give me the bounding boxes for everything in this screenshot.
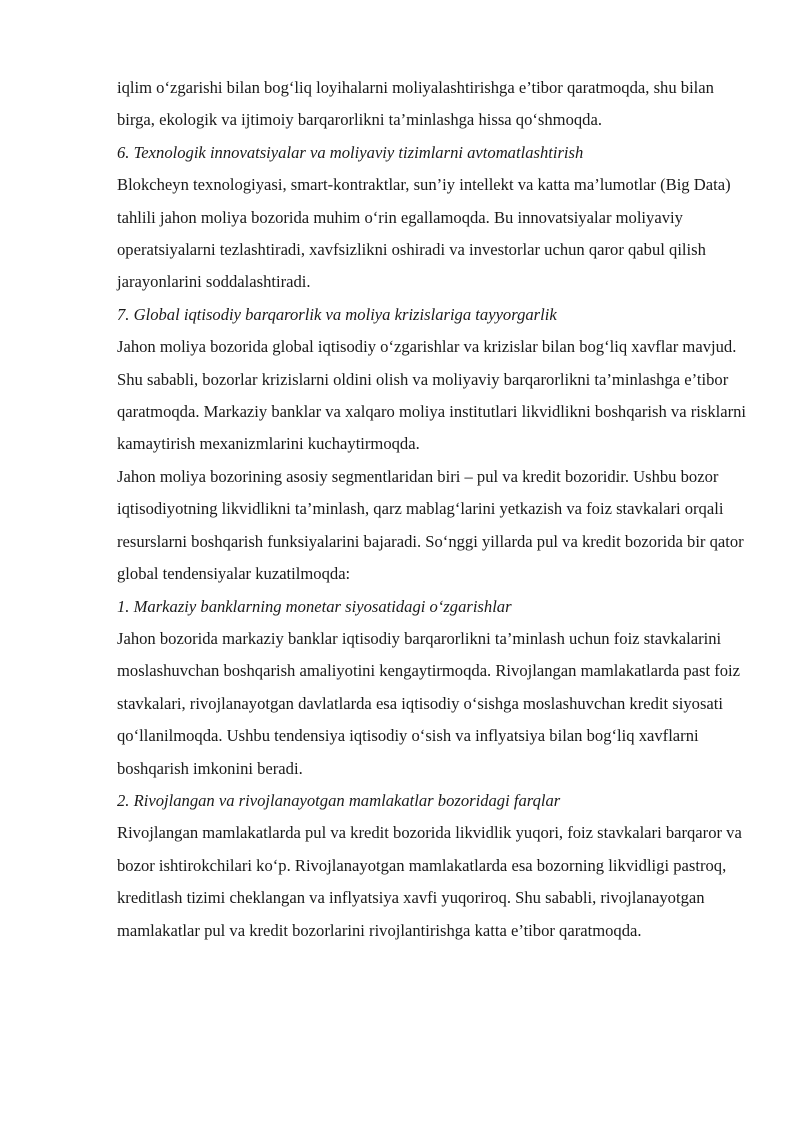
paragraph-money-credit-market: Jahon moliya bozorining asosiy segmentlaridan biri – pul va kredit bozoridir. Ushbu bozor iqtisodiyotning likvidlikni ta’minlash, qarz mablag‘larini yetkazish va foiz stavkalari orqali resurslarni boshqarish funksiyalarini bajaradi. So‘nggi yillarda pul va kredit bozorida bir qator global tendensiyalar kuzatilmoqda: <box>117 466 744 584</box>
heading-global-stability: 7. Global iqtisodiy barqarorlik va moliya krizislariga tayyorgarlik <box>117 304 557 324</box>
heading-developed-vs-developing: 2. Rivojlangan va rivojlanayotgan mamlakatlar bozoridagi farqlar <box>117 790 561 810</box>
paragraph-developed-vs-developing: Rivojlangan mamlakatlarda pul va kredit bozorida likvidlik yuqori, foiz stavkalari barqaror va bozor ishtirokchilari ko‘p. Rivojlanayotgan mamlakatlarda esa bozorning likvidligi pastroq, kreditlash tizimi cheklangan va inflyatsiya xavfi yuqoriroq. Shu sababli, rivojlanayotgan mamlakatlar pul va kredit bozorlarini rivojlantirishga katta e’tibor qaratmoqda. <box>117 823 742 940</box>
heading-tech-innovations: 6. Texnologik innovatsiyalar va moliyaviy tizimlarni avtomatlashtirish <box>117 142 584 162</box>
paragraph-tech-innovations: Blokcheyn texnologiyasi, smart-kontraktlar, sun’iy intellekt va katta ma’lumotlar (Big Data) tahlili jahon moliya bozorida muhim o‘rin egallamoqda. Bu innovatsiyalar moliyaviy operatsiyalarni tezlashtiradi, xavfsizlikni oshiradi va investorlar uchun qaror qabul qilish jarayonlarini soddalashtiradi. <box>117 175 731 292</box>
heading-central-banks: 1. Markaziy banklarning monetar siyosatidagi o‘zgarishlar <box>117 596 512 616</box>
paragraph-green-finance-continuation: iqlim o‘zgarishi bilan bog‘liq loyihalarni moliyalashtirishga e’tibor qaratmoqda, shu bilan birga, ekologik va ijtimoiy barqarorlikni ta’minlashga hissa qo‘shmoqda. <box>117 78 714 130</box>
document-page <box>117 72 747 947</box>
paragraph-central-banks: Jahon bozorida markaziy banklar iqtisodiy barqarorlikni ta’minlash uchun foiz stavkalarini moslashuvchan boshqarish amaliyotini kengaytirmoqda. Rivojlangan mamlakatlarda past foiz stavkalari, rivojlanayotgan davlatlarda esa iqtisodiy o‘sishga moslashuvchan kredit siyosati qo‘llanilmoqda. Ushbu tendensiya iqtisodiy o‘sish va inflyatsiya bilan bog‘liq xavflarni boshqarish imkonini beradi. <box>117 628 741 778</box>
paragraph-global-stability: Jahon moliya bozorida global iqtisodiy o‘zgarishlar va krizislar bilan bog‘liq xavflar mavjud. Shu sababli, bozorlar krizislarni oldini olish va moliyaviy barqarorlikni ta’minlashga e’tibor qaratmoqda. Markaziy banklar va xalqaro moliya institutlari likvidlikni boshqarish va risklarni kamaytirish mexanizmlarini kuchaytirmoqda. <box>117 337 747 454</box>
